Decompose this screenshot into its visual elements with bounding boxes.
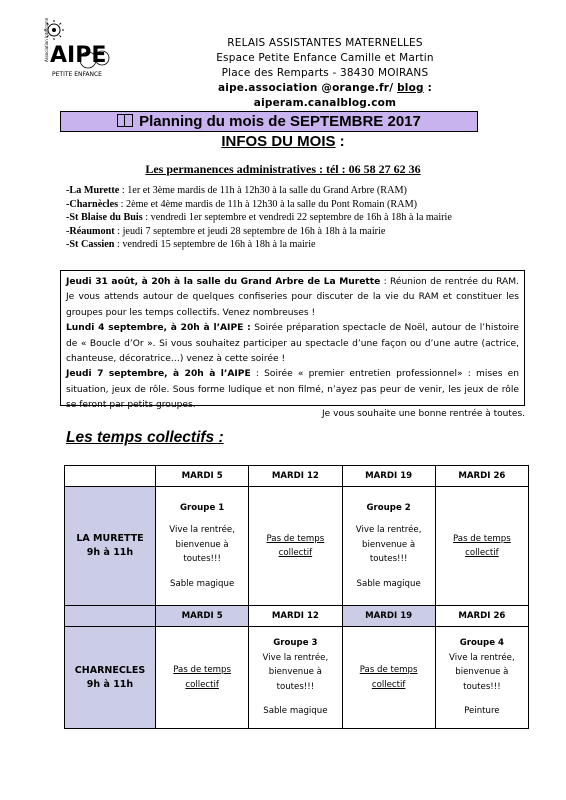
infos-heading [0, 133, 566, 150]
permanence-item [66, 238, 452, 252]
cell-text: Vive la rentrée, [449, 652, 515, 663]
cell-text: bienvenue à [268, 667, 322, 678]
permanences-list [66, 184, 452, 252]
table-cell [342, 487, 435, 606]
day-header: MARDI 19 [342, 466, 435, 487]
temps-collectifs-title: Les temps collectifs : [66, 429, 224, 446]
day-header: MARDI 5 [156, 606, 249, 627]
permanence-text: : jeudi 7 septembre et jeudi 28 septembre de 16h à 18h à la mairie [114, 225, 386, 237]
activity-text: Sable magique [169, 578, 235, 589]
event-date: Lundi 4 septembre, à 20h à l’AIPE : [66, 323, 251, 334]
group-name: Groupe 3 [273, 638, 318, 649]
event-description: : Réunion de rentrée du RAM. Je vous attends autour de quelques confiseries pour discuter de la vie du RAM et constituer les groupes pour les temps collectifs. Venez nombreuses ! [66, 277, 519, 318]
permanence-item [66, 225, 452, 239]
cell-text: toutes!!! [369, 554, 408, 565]
table-cell [435, 627, 528, 729]
event-item [66, 367, 519, 413]
blog-link-label[interactable]: blog [397, 82, 424, 94]
day-header: MARDI 26 [435, 606, 528, 627]
permanence-place: -Charnècles [66, 198, 119, 210]
no-session-text: collectif [278, 548, 313, 558]
group-name: Groupe 4 [459, 638, 504, 649]
event-description: : Soirée « premier entretien professionnel» : mises en situation, jeux de rôle. Sous forme ludique et non filmé, n’ayez pas peur de venir, les jeux de rôle se feront par petits groupes. [66, 369, 519, 411]
event-description: Soirée préparation spectacle de Noël, autour de l’histoire de « Boucle d’Or ». Si vous souhaitez participer au spectacle d’une façon ou d’une autre (actrice, chanteuse, décoratrice…) venez à cette soirée ! [66, 323, 519, 365]
svg-text:AIPE: AIPE [50, 43, 107, 68]
header-contact-line [150, 81, 500, 111]
no-session-text: collectif [465, 548, 499, 558]
table-cell [342, 627, 435, 729]
header-line-1: RELAIS ASSISTANTES MATERNELLES [227, 37, 423, 49]
permanence-item [66, 184, 452, 198]
cell-text: Vive la rentrée, [262, 652, 329, 663]
event-item [66, 275, 519, 321]
cell-text: bienvenue à [362, 539, 416, 550]
table-row [65, 487, 529, 606]
group-name: Groupe 2 [366, 502, 411, 513]
event-date: Jeudi 7 septembre, à 20h à l’AIPE [66, 369, 251, 380]
site-time: 9h à 11h [86, 678, 134, 690]
planning-table [64, 465, 529, 729]
book-icon [117, 114, 133, 127]
svg-text:Association Intercommunale: Association Intercommunale [44, 18, 49, 62]
permanence-text: : vendredi 1er septembre et vendredi 22 septembre de 16h à 18h à la mairie [142, 212, 452, 223]
group-name: Groupe 1 [179, 502, 225, 513]
permanences-title: Les permanences administratives : tél : 06 58 27 62 36 [145, 162, 421, 176]
permanence-text: : vendredi 15 septembre de 16h à 18h à la mairie [114, 239, 316, 250]
no-session-text: collectif [371, 679, 406, 690]
table-cell [249, 627, 342, 729]
table-cell [156, 487, 249, 606]
table-cell [249, 487, 342, 606]
activity-text: Sable magique [356, 578, 421, 589]
cell-text: Vive la rentrée, [355, 525, 422, 536]
table-header-row [65, 466, 529, 487]
no-session-text: Pas de temps [266, 533, 325, 544]
corner-cell [65, 466, 156, 487]
svg-text:PETITE ENFANCE: PETITE ENFANCE [52, 71, 102, 78]
corner-cell [65, 606, 156, 627]
permanence-text: : 2ème et 4ème mardis de 11h à 12h30 à la salle du Pont Romain (RAM) [118, 198, 418, 210]
closing-wish: Je vous souhaite une bonne rentrée à toutes. [322, 409, 525, 419]
planning-title-bar [60, 111, 478, 132]
day-header: MARDI 12 [249, 466, 342, 487]
cell-text: bienvenue à [175, 539, 229, 550]
header-line-2: Espace Petite Enfance Camille et Martin [216, 52, 434, 64]
day-header: MARDI 26 [435, 466, 528, 487]
site-name: CHARNECLES [74, 664, 146, 676]
no-session-text: Pas de temps [359, 665, 418, 675]
permanence-place: -St Cassien [66, 239, 115, 250]
day-header: MARDI 5 [156, 466, 249, 487]
email-text: aipe.association @orange.fr/ [217, 82, 398, 94]
infos-title: INFOS DU MOIS [221, 133, 336, 150]
planning-title: Planning du mois de SEPTEMBRE 2017 [139, 113, 421, 130]
cell-text: toutes!!! [276, 681, 315, 692]
organization-header [150, 36, 500, 111]
row-label-charnecles [65, 627, 156, 729]
permanence-item [66, 198, 452, 212]
cell-text: Vive la rentrée, [169, 525, 235, 536]
site-name: LA MURETTE [76, 533, 144, 544]
permanence-item [66, 211, 452, 225]
event-item [66, 321, 519, 367]
table-row [65, 627, 529, 729]
cell-text: toutes!!! [463, 681, 501, 692]
events-box [60, 270, 525, 411]
aipe-logo [28, 18, 120, 84]
table-header-row [65, 606, 529, 627]
header-line-3: Place des Remparts - 38430 MOIRANS [221, 67, 429, 79]
activity-text: Sable magique [263, 706, 328, 717]
permanence-place: -Réaumont [66, 225, 115, 237]
permanence-place: -St Blaise du Buis [66, 212, 143, 223]
infos-colon: : [335, 133, 345, 150]
no-session-text: collectif [185, 679, 219, 690]
cell-text: toutes!!! [183, 554, 221, 565]
permanence-place: -La Murette [66, 185, 120, 196]
cell-text: bienvenue à [455, 667, 509, 678]
no-session-text: Pas de temps [453, 533, 511, 544]
table-cell [156, 627, 249, 729]
row-label-la-murette [65, 487, 156, 606]
permanence-text: : 1er et 3ème mardis de 11h à 12h30 à la salle du Grand Arbre (RAM) [119, 185, 407, 196]
activity-text: Peinture [464, 706, 500, 717]
no-session-text: Pas de temps [173, 665, 231, 675]
event-date: Jeudi 31 août, à 20h à la salle du Grand Arbre de La Murette [66, 277, 381, 287]
day-header: MARDI 19 [342, 606, 435, 627]
day-header: MARDI 12 [249, 606, 342, 627]
blog-url-text: : aiperam.canalblog.com [253, 82, 433, 109]
site-time: 9h à 11h [86, 547, 134, 558]
aipe-logo-graphic [28, 18, 120, 84]
table-cell [435, 487, 528, 606]
